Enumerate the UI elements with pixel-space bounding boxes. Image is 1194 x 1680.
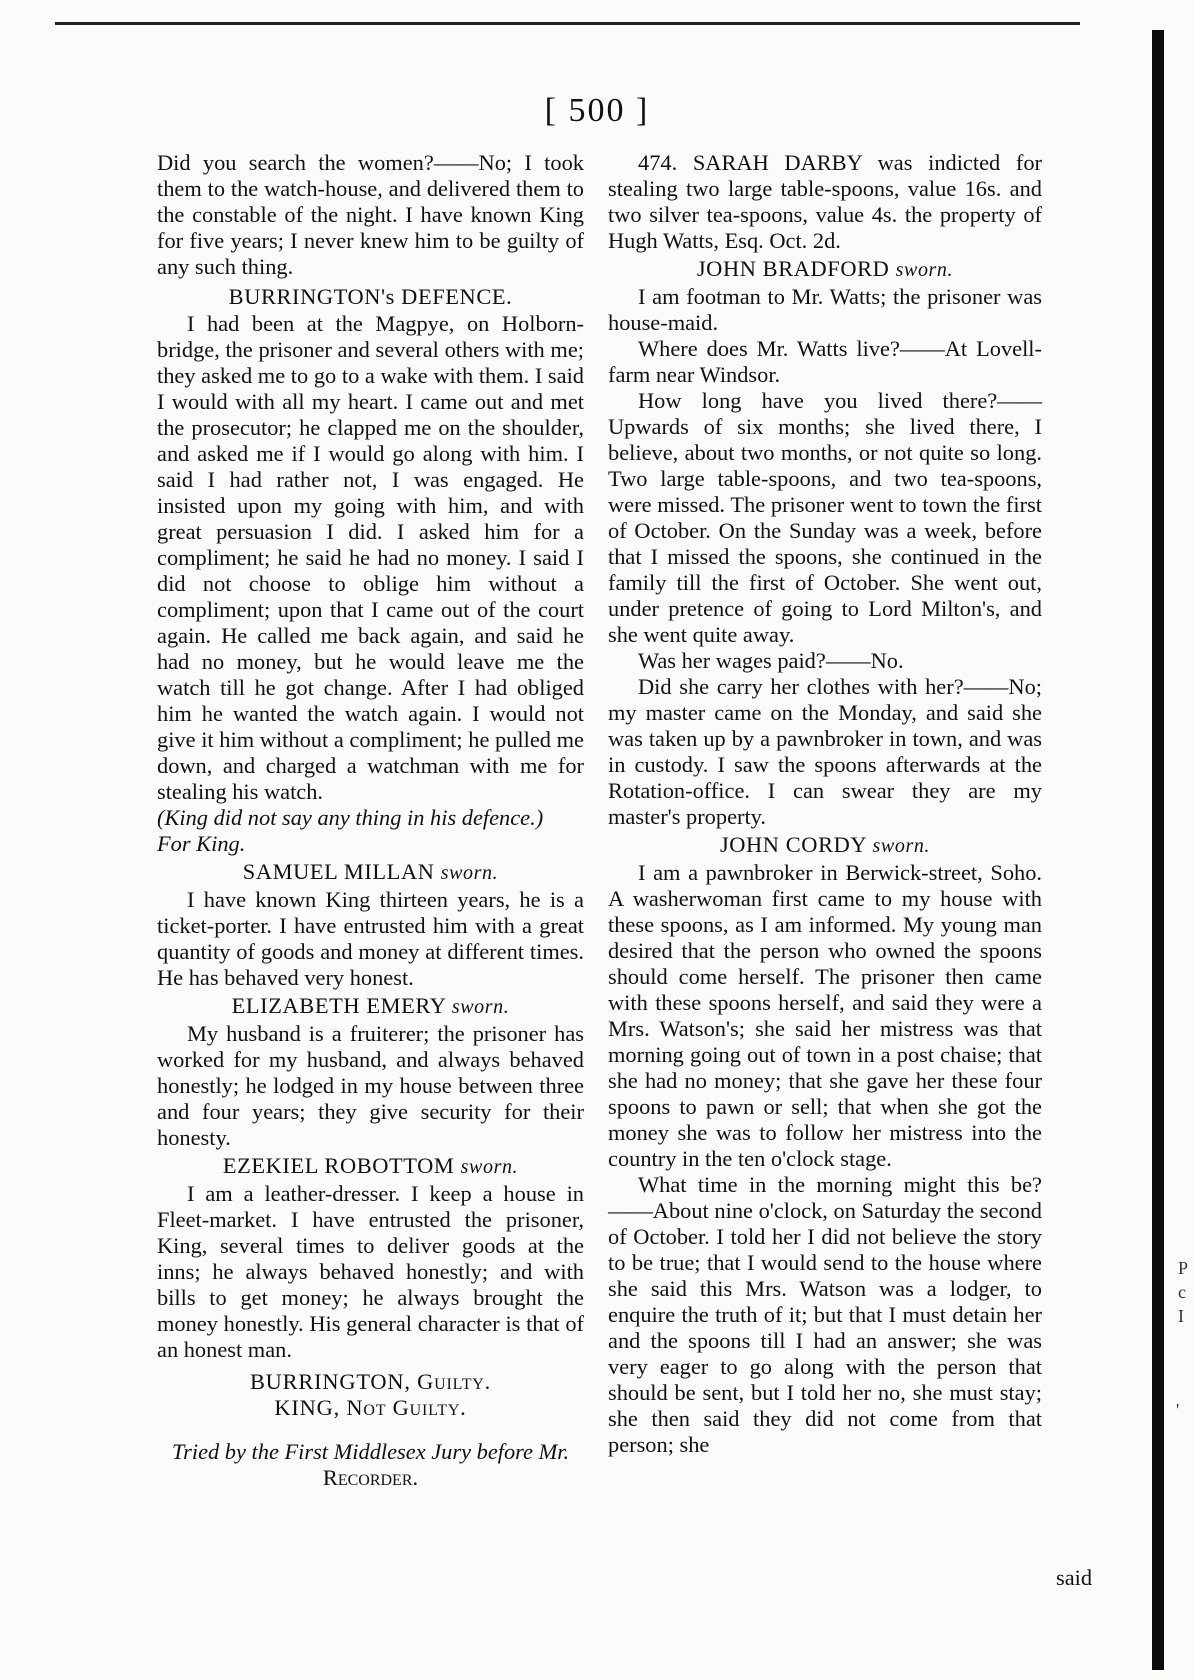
jury-note [157,1439,584,1491]
witness-name: JOHN BRADFORD [696,256,890,281]
for-king: For King. [157,831,246,856]
cordy-p1: I am a pawnbroker in Berwick-street, Soho. A washerwoman first came to my house with these spoons, as I am informed. My young man desired that the person who owned the spoons should come herself. The prisoner then came with these spoons herself, and said they were a Mrs. Watson's; she said her mistress was that morning going out of town in a post chaise; that she had no money; that she gave her these four spoons to pawn or sell; that when she got the money she was to follow her mistress into the country in the ten o'clock stage. [608,860,1042,1171]
left-paragraph-1: Did you search the women?——No; I took them to the watch-house, and delivered them to the constable of the night. I have known King for five years; I never knew him to be guilty of any such thing. [157,150,584,279]
robottom-testimony: I am a leather-dresser. I keep a house in Fleet-market. I have entrusted the prisoner, King, several times to deliver goods at the inns; he always behaved honestly; and with bills to get money; he always brought the money honestly. His general character is that of an honest man. [157,1181,584,1362]
bradford-p1: I am footman to Mr. Watts; the prisoner was house-maid. [608,284,1042,335]
defence-paragraph: I had been at the Magpye, on Holborn-bridge, the prisoner and several others with me; they asked me to go to a wake with them. I said I would with all my heart. I came out and met the prosecutor; he clapped me on the shoulder, and asked me if I would go along with him. I said I had rather not, I was engaged. He insisted upon my going with him, and with great persuasion I did. I asked him for a compliment; he said he had no money. I said I did not choose to oblige him without a compliment; upon that I came out of the court again. He called me back again, and said he had no money, but he would leave me the watch till he got change. After I had obliged him he wanted the watch again. I would not give it him without a compliment; he pulled me down, and charged a watchman with me for stealing his watch. [157,311,584,804]
defence-heading: BURRINGTON's DEFENCE. [228,284,513,309]
verdict-burrington [157,1369,584,1395]
margin-fragment: c [1178,1282,1186,1302]
bradford-p2: Where does Mr. Watts live?——At Lovell-farm near Windsor. [608,336,1042,387]
witness-heading-millan [157,859,584,886]
verdict-text: Guilty. [417,1369,492,1394]
case-intro: 474. SARAH DARBY was indicted for stealing two large table-spoons, value 16s. and two silver tea-spoons, value 4s. the property of Hugh Watts, Esq. Oct. 2d. [608,150,1042,253]
witness-heading-cordy [608,832,1042,859]
witness-name: SAMUEL MILLAN [242,859,435,884]
sworn-label: sworn. [895,259,954,281]
jury-line: Tried by the First Middlesex Jury before Mr. [171,1439,570,1464]
verdict-king [157,1395,584,1421]
witness-name: ELIZABETH EMERY [231,993,446,1018]
margin-fragment: ' [1176,1400,1180,1420]
sworn-label: sworn. [460,1156,519,1178]
sworn-label: sworn. [440,862,499,884]
king-note: (King did not say any thing in his defence.) [157,805,544,830]
sworn-label: sworn. [451,996,510,1018]
witness-heading-robottom [157,1153,584,1180]
page-edge-shadow [1152,30,1164,1670]
witness-name: EZEKIEL ROBOTTOM [222,1153,455,1178]
defendant-name: BURRINGTON, [249,1369,411,1394]
cordy-p2: What time in the morning might this be?——About nine o'clock, on Saturday the second of October. I told her I did not believe the story to be true; that I would send to the house where she said this Mrs. Watson was a lodger, to enquire the truth of it; but that I must detain her and the spoons till I had an answer; she was very eager to go along with the person that should be sent, but I told her no, she must stay; she then said they did not come from that person; she [608,1172,1042,1457]
right-column [608,150,1042,1458]
witness-heading-emery [157,993,584,1020]
page-number: [ 500 ] [544,92,650,129]
top-rule [55,22,1080,25]
verdict-text: Not Guilty. [346,1395,467,1420]
margin-fragment: I [1178,1306,1184,1326]
margin-fragment: P [1178,1258,1189,1278]
defendant-name: KING, [274,1395,340,1420]
witness-heading-bradford [608,256,1042,283]
left-column [157,150,584,1491]
bradford-p5: Did she carry her clothes with her?——No; my master came on the Monday, and said she was taken up by a pawnbroker in town, and was in custody. I saw the spoons afterwards at the Rotation-office. I can swear they are my master's property. [608,674,1042,829]
millan-testimony: I have known King thirteen years, he is a ticket-porter. I have entrusted him with a great quantity of goods and money at different times. He has behaved very honest. [157,887,584,990]
catchword: said [1056,1565,1093,1590]
bradford-p4: Was her wages paid?——No. [638,648,904,673]
witness-name: JOHN CORDY [719,832,867,857]
emery-testimony: My husband is a fruiterer; the prisoner has worked for my husband, and always behaved honestly; he lodged in my house between three and four years; they give security for their honesty. [157,1021,584,1150]
sworn-label: sworn. [872,835,931,857]
recorder-line: Recorder. [322,1465,419,1490]
bradford-p3: How long have you lived there?——Upwards of six months; she lived there, I believe, about two months, or not quite so long. Two large table-spoons, and two tea-spoons, were missed. The prisoner went to town the first of October. On the Sunday was a week, before that I missed the spoons, she continued in the family till the first of October. She went out, under pretence of going to Lord Milton's, and she went quite away. [608,388,1042,647]
